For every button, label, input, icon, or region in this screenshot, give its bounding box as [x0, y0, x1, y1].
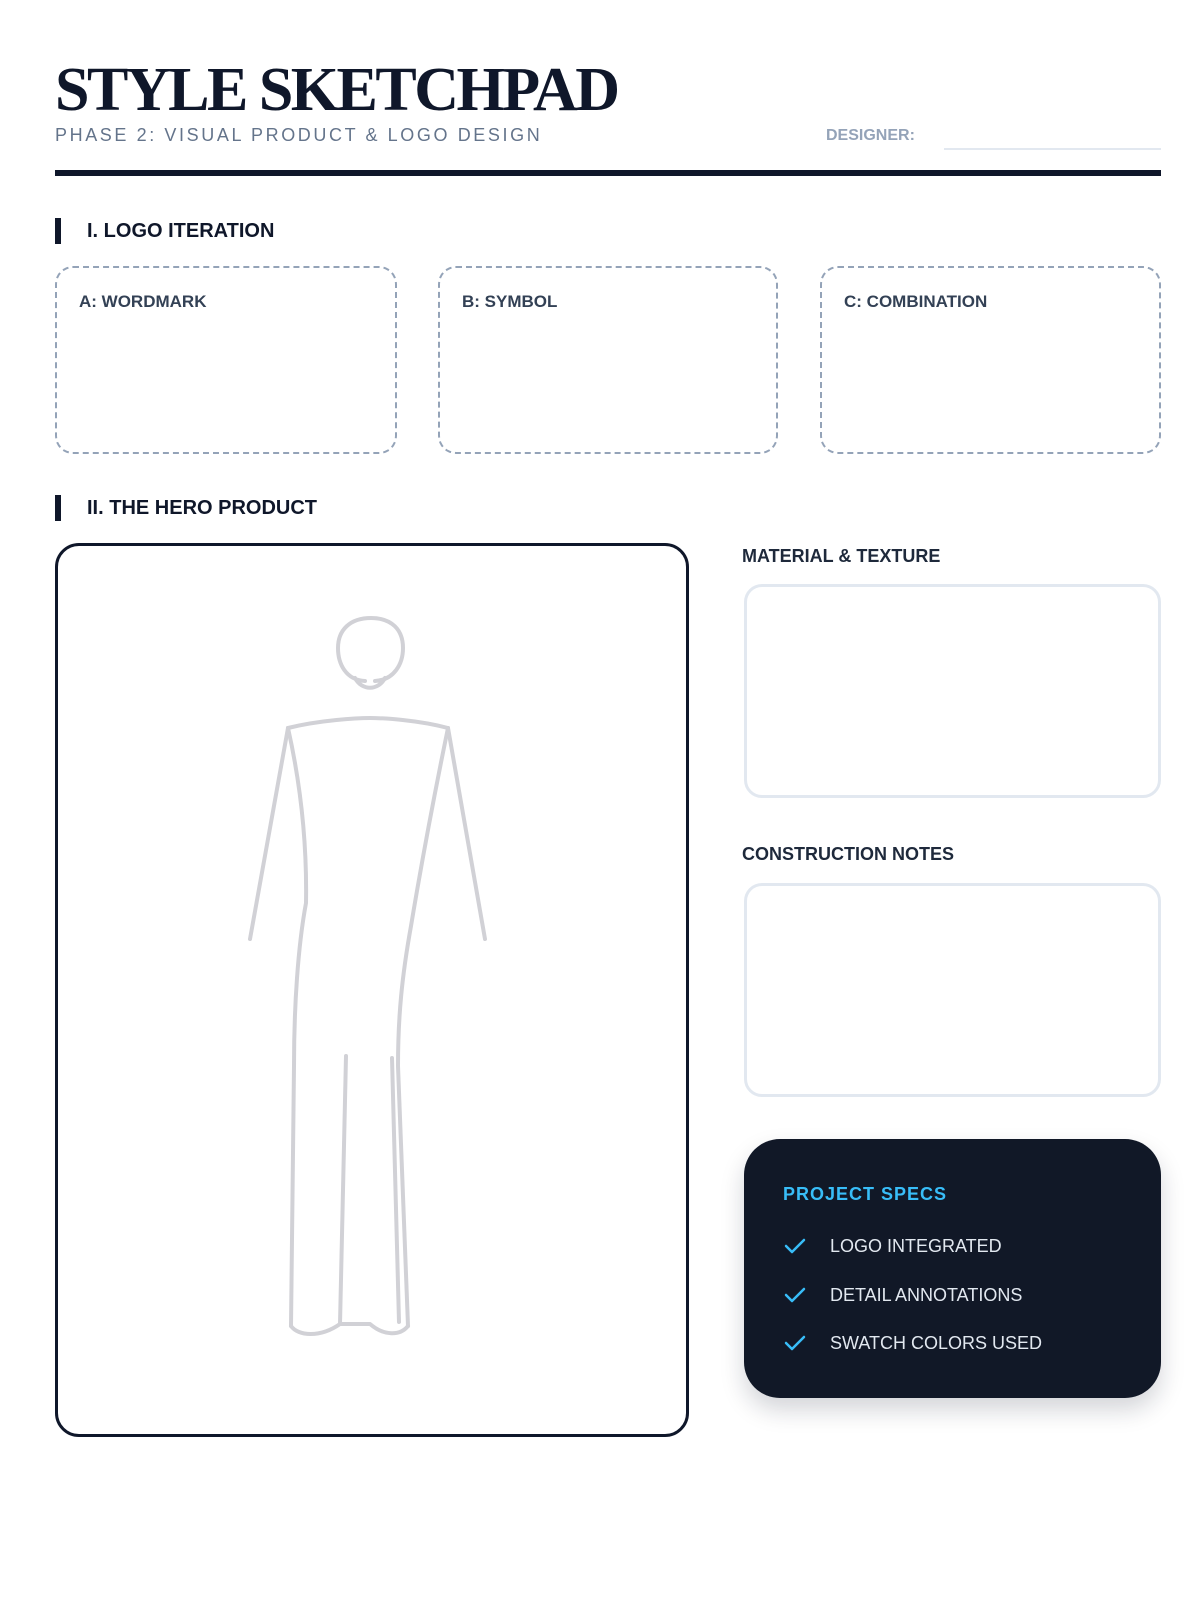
- page-title: STYLE SKETCHPAD: [55, 56, 618, 124]
- figure-feet: [291, 1324, 408, 1334]
- figure-head: [338, 618, 403, 681]
- figure-right-arm: [448, 728, 485, 939]
- construction-notes-input[interactable]: [744, 883, 1161, 1097]
- fashion-croquis-figure: [58, 546, 692, 1440]
- logo-slot-symbol[interactable]: [438, 266, 778, 454]
- project-specs-card: [744, 1139, 1161, 1398]
- figure-inner-left-leg: [340, 1056, 346, 1324]
- figure-right-torso: [398, 728, 448, 1326]
- logo-slot-label: C: COMBINATION: [844, 292, 988, 311]
- logo-slot-label: B: SYMBOL: [462, 292, 558, 311]
- figure-left-torso: [288, 728, 306, 1326]
- designer-label: DESIGNER:: [826, 127, 915, 144]
- spec-item-label: LOGO INTEGRATED: [830, 1236, 1002, 1256]
- check-icon: [783, 1236, 807, 1256]
- designer-field[interactable]: [944, 122, 1161, 150]
- figure-shoulders: [288, 718, 448, 728]
- material-texture-label: MATERIAL & TEXTURE: [742, 546, 941, 566]
- material-texture-input[interactable]: [744, 584, 1161, 798]
- spec-item-label: SWATCH COLORS USED: [830, 1333, 1043, 1353]
- page-subtitle: PHASE 2: VISUAL PRODUCT & LOGO DESIGN: [55, 125, 543, 145]
- section-heading-logo-iteration: I. LOGO ITERATION: [55, 218, 274, 244]
- spec-item-label: DETAIL ANNOTATIONS: [830, 1285, 1023, 1305]
- logo-slot-combination[interactable]: [820, 266, 1161, 454]
- hero-sketch-canvas[interactable]: [55, 543, 689, 1437]
- check-icon: [783, 1285, 807, 1305]
- construction-notes-label: CONSTRUCTION NOTES: [742, 844, 955, 864]
- logo-slot-label: A: WORDMARK: [79, 292, 207, 311]
- check-icon: [783, 1333, 807, 1353]
- figure-left-arm: [250, 728, 288, 939]
- header-divider: [55, 170, 1161, 176]
- section-heading-hero-product: II. THE HERO PRODUCT: [55, 495, 317, 521]
- project-specs-title: PROJECT SPECS: [783, 1184, 948, 1204]
- logo-slot-wordmark[interactable]: [55, 266, 397, 454]
